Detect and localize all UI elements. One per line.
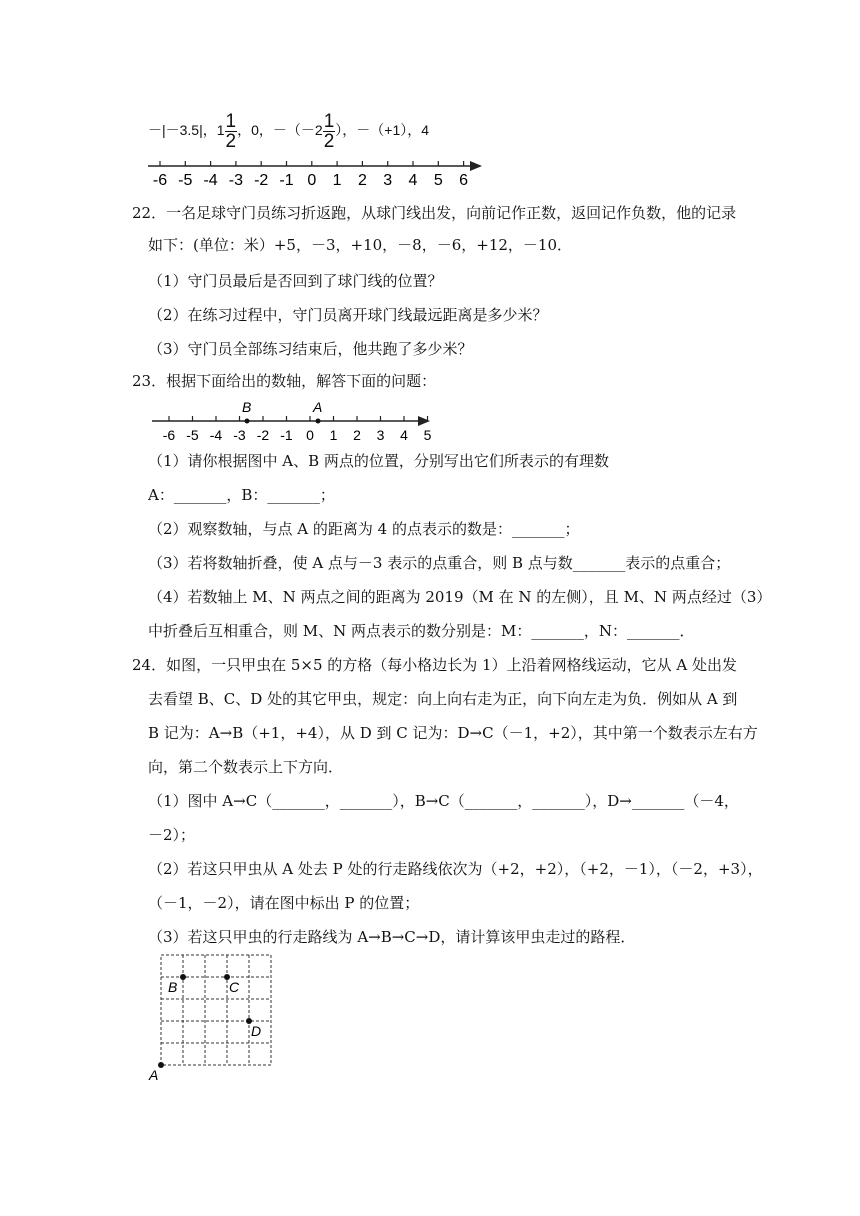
axis1-tick-label: 5: [433, 172, 443, 189]
axis1-tick-label: -4: [203, 172, 218, 189]
axis1-tick-label: -3: [228, 172, 244, 189]
number-line-1: [145, 152, 505, 192]
axis2-tick-label: 0: [306, 427, 314, 443]
axis2-tick-label: 4: [400, 427, 408, 443]
grid-figure: [145, 948, 285, 1088]
grid-label-b: B: [168, 979, 178, 995]
numbers-list: [148, 112, 429, 151]
axis1-tick-label: -2: [254, 172, 269, 189]
axis1-tick-label: 4: [408, 172, 418, 189]
q23-sub4-line1: （4）若数轴上 M、N 两点之间的距离为 2019（M 在 N 的左侧），且 M、N 两点经过（3）: [148, 588, 772, 606]
grid-label-c: C: [229, 979, 240, 995]
q24-sub1-line2: －2）；: [148, 826, 196, 844]
q23-sub1-answer: A：_______，B：_______；: [148, 486, 335, 504]
q24-sub2-line1: （2）若这只甲虫从 A 处去 P 处的行走路线依次为（+2，+2），（+2，－1），（－2，+3），: [148, 860, 763, 878]
numbers-part1: －|－3.5|，1: [148, 122, 225, 139]
number-line-2: [150, 398, 450, 446]
q24-line2: 去看望 B、C、D 处的其它甲虫，规定：向上向右走为正，向下向左走为负．例如从 A 到: [148, 690, 738, 708]
q24-sub2-line2: （－1，－2），请在图中标出 P 的位置；: [148, 894, 420, 912]
numbers-part3: ），－（+1），4: [335, 122, 430, 139]
q22-line2: 如下：(单位：米）+5，－3，+10，－8，－6，+12，－10．: [148, 236, 572, 254]
q24-sub1-line1: （1）图中 A→C（_______，_______），B→C（_______，_______），D→_______（－4，: [148, 792, 739, 810]
q23-sub4-line2: 中折叠后互相重合，则 M、N 两点表示的数分别是：M：_______，N：_______．: [148, 622, 695, 640]
point-a-dot: [316, 419, 321, 424]
point-a-label: A: [313, 399, 323, 415]
q22-sub2: （2）在练习过程中，守门员离开球门线最远距离是多少米？: [148, 306, 548, 324]
q24-sub3: （3）若这只甲虫的行走路线为 A→B→C→D，请计算该甲虫走过的路程．: [148, 928, 636, 946]
axis2-tick-label: -1: [280, 427, 293, 443]
axis1-tick-label: -5: [178, 172, 193, 189]
point-b-label: B: [242, 399, 252, 415]
q22-sub3: （3）守门员全部练习结束后，他共跑了多少米？: [148, 340, 473, 358]
axis2-tick-label: 5: [423, 427, 432, 443]
numbers-part2: ，0，－（－2: [237, 122, 323, 139]
q23-sub2: （2）观察数轴，与点 A 的距离为 4 的点表示的数是：_______；: [148, 520, 580, 538]
axis2-tick-label: -6: [162, 427, 176, 443]
grid-label-d: D: [251, 1023, 262, 1039]
grid-point-b: [180, 974, 186, 980]
q24-line4: 向，第二个数表示上下方向．: [148, 758, 344, 776]
q24-line1: 24．如图，一只甲虫在 5×5 的方格（每小格边长为 1）上沿着网格线运动，它从 A 处出发: [132, 656, 737, 674]
axis1-tick-label: -1: [279, 172, 294, 189]
axis2-tick-label: -3: [233, 427, 246, 443]
grid-label-a: A: [149, 1067, 159, 1083]
axis1-tick-label: 0: [307, 172, 317, 189]
axis1-tick-label: 2: [357, 172, 367, 189]
fraction-one-half: $\frac{1}{2}$: [225, 111, 237, 152]
q22-line1: 22．一名足球守门员练习折返跑，从球门线出发，向前记作正数，返回记作负数，他的记录: [132, 204, 737, 222]
axis2-tick-label: -5: [186, 427, 199, 443]
axis2-tick-label: 1: [329, 427, 338, 443]
grid-point-a: [158, 1062, 164, 1068]
q23-title: 23．根据下面给出的数轴，解答下面的问题：: [132, 372, 437, 390]
axis2-tick-label: -2: [256, 427, 270, 443]
axis2-tick-label: -4: [209, 427, 223, 443]
q24-line3: B 记为：A→B（+1，+4），从 D 到 C 记为：D→C（－1，+2），其中第一个数表示左右方: [148, 724, 758, 742]
axis2-tick-label: 2: [353, 427, 361, 443]
q22-sub1: （1）守门员最后是否回到了球门线的位置？: [148, 272, 443, 290]
q23-sub3: （3）若将数轴折叠，使 A 点与－3 表示的点重合，则 B 点与数_______表示的点重合；: [148, 554, 731, 572]
axis2-tick-label: 3: [376, 427, 385, 443]
axis1-tick-label: 6: [459, 172, 469, 189]
axis1-tick-label: -6: [152, 172, 168, 189]
axis1-tick-label: 1: [332, 172, 342, 189]
axis1-tick-label: 3: [383, 172, 393, 189]
point-b-dot: [245, 419, 250, 424]
q23-sub1: （1）请你根据图中 A、B 两点的位置，分别写出它们所表示的有理数: [148, 452, 609, 470]
fraction-two-half: $\frac{1}{2}$: [323, 111, 335, 152]
